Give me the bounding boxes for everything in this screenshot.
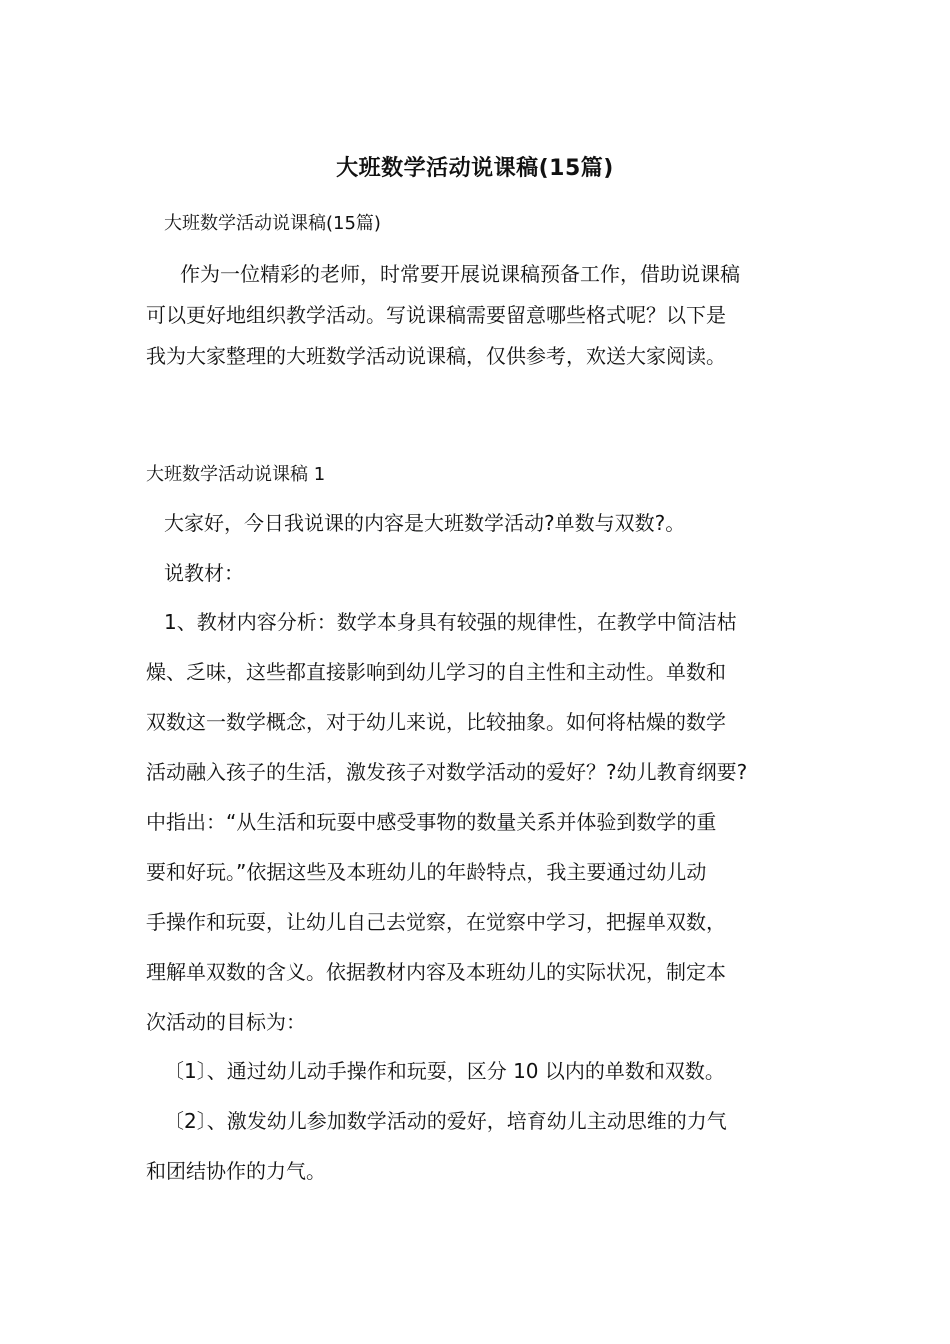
document-subtitle: 大班数学活动说课稿(15篇)	[164, 213, 381, 234]
analysis-line: 燥、乏味，这些都直接影响到幼儿学习的自主性和主动性。单数和	[146, 660, 726, 684]
intro-line: 我为大家整理的大班数学活动说课稿，仅供参考，欢送大家阅读。	[146, 344, 726, 368]
analysis-line: 双数这一数学概念，对于幼儿来说，比较抽象。如何将枯燥的数学	[146, 710, 726, 734]
analysis-line: 手操作和玩耍，让幼儿自己去觉察，在觉察中学习，把握单双数，	[146, 910, 726, 934]
document-title: 大班数学活动说课稿(15篇)	[336, 156, 614, 181]
material-analysis-paragraph	[146, 602, 816, 1052]
analysis-line: 活动融入孩子的生活，激发孩子对数学活动的爱好？?幼儿教育纲要?	[146, 760, 748, 784]
analysis-line: 1、教材内容分析：数学本身具有较强的规律性，在教学中简洁枯	[164, 610, 737, 634]
goal-item-1: 〔1〕、通过幼儿动手操作和玩耍，区分 10 以内的单数和双数。	[164, 1059, 725, 1083]
analysis-line: 次活动的目标为：	[146, 1010, 306, 1034]
intro-paragraph	[146, 254, 816, 377]
goal-item-2	[146, 1101, 816, 1201]
analysis-line: 中指出：“从生活和玩耍中感受事物的数量关系并体验到数学的重	[146, 810, 717, 834]
intro-line: 可以更好地组织教学活动。写说课稿需要留意哪些格式呢？以下是	[146, 303, 726, 327]
analysis-line: 理解单双数的含义。依据教材内容及本班幼儿的实际状况，制定本	[146, 960, 726, 984]
goal-2-line: 〔2〕、激发幼儿参加数学活动的爱好，培育幼儿主动思维的力气	[164, 1109, 727, 1133]
greeting-text: 大家好，今日我说课的内容是大班数学活动?单数与双数?。	[164, 511, 686, 535]
say-material-heading: 说教材：	[164, 561, 244, 585]
goal-2-line: 和团结协作的力气。	[146, 1159, 326, 1183]
section-heading: 大班数学活动说课稿 1	[146, 464, 326, 485]
analysis-line: 要和好玩。”依据这些及本班幼儿的年龄特点，我主要通过幼儿动	[146, 860, 707, 884]
intro-line: 作为一位精彩的老师，时常要开展说课稿预备工作，借助说课稿	[180, 262, 740, 286]
